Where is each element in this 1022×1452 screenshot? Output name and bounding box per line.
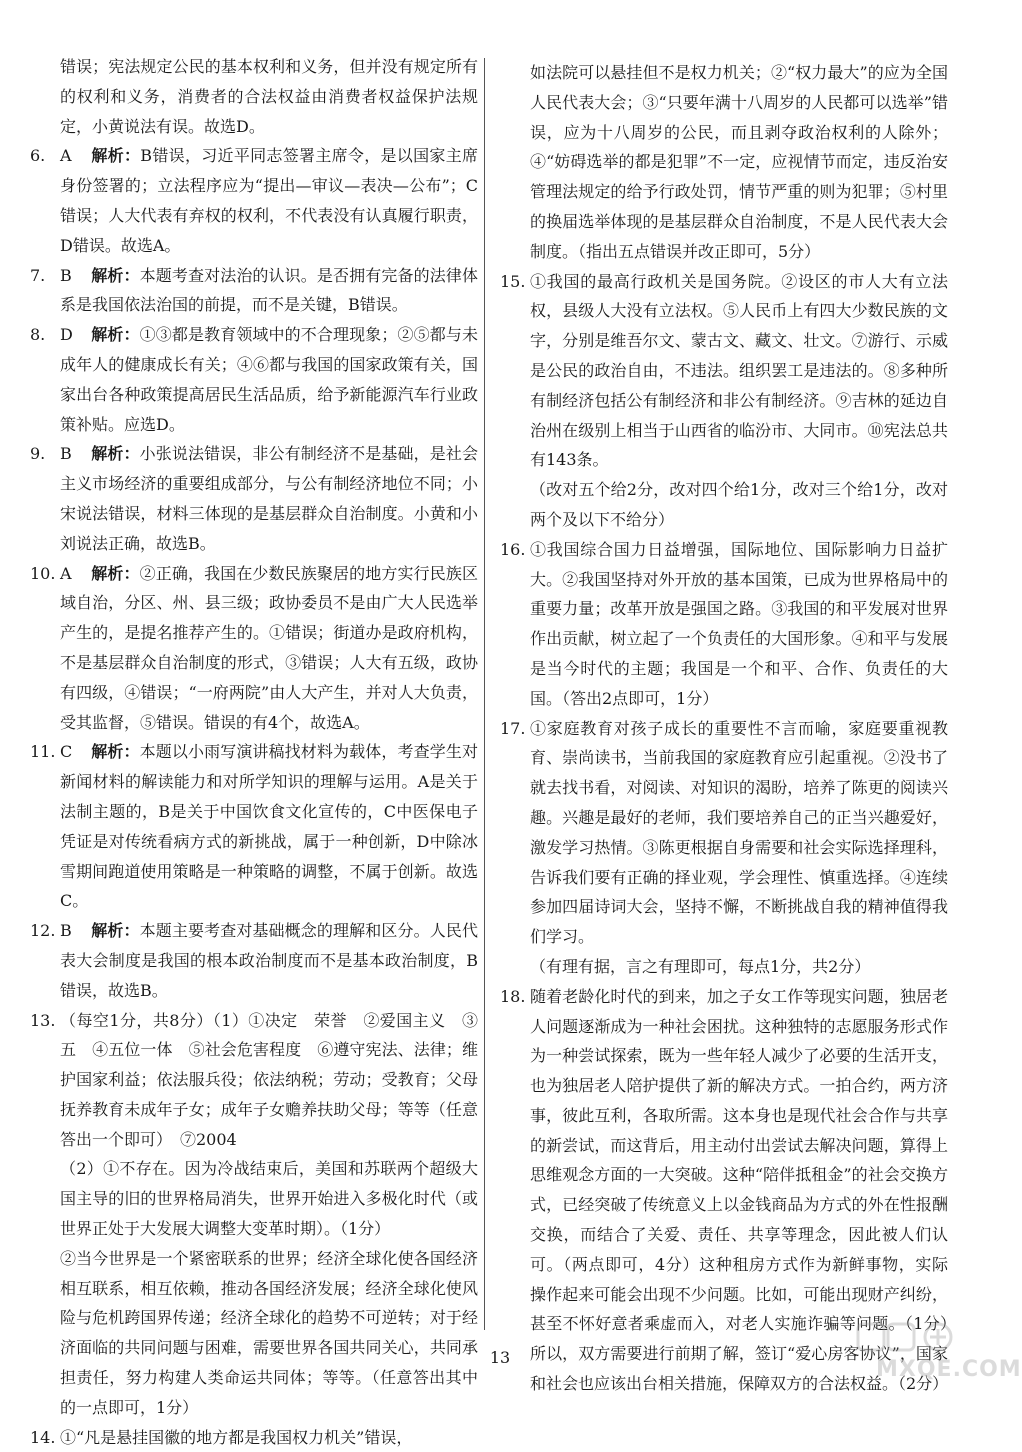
item-answer: A [60,563,72,583]
answer-item-10 [30,559,478,738]
item-14-continued: 如法院可以悬挂但不是权力机关；②“权力最大”的应为全国人民代表大会；③“只要年满十八周岁的人民都可以选举”错误，应为十八周岁的公民，而且剥夺政治权利的人除外；④“妨碍选举的都是犯罪”不一定，应视情节而定，违反治安管理法规定的给予行政处罚，情节严重的则为犯罪；⑤村里的换届选举体现的是基层群众自治制度，不是人民代表大会制度。（指出五点错误并改正即可，5分） [530,63,948,261]
item-number: 12. [30,921,56,941]
continued-paragraph: 错误；宪法规定公民的基本权利和义务，但并没有规定所有的权利和义务，消费者的合法权益由消费者权益保护法规定，小黄说法有误。故选D。 [60,57,478,136]
item-answer: C [60,742,73,762]
item-text: B错误，习近平同志签署主席令，是以国家主席身份签署的；立法程序应为“提出—审议—表决—公布”；C错误；人大代表有弃权的权利，不代表没有认真履行职责，D错误。故选A。 [60,146,478,255]
answer-item-8 [30,320,478,439]
analysis-label: 解析： [91,921,140,941]
item-number: 7. [30,265,46,285]
item-text: 小张说法错误，非公有制经济不是基础，是社会主义市场经济的重要组成部分，与公有制经济地位不同；小宋说法错误，材料三体现的是基层群众自治制度。小黄和小刘说法正确，故选B。 [60,444,478,553]
analysis-label: 解析： [91,563,140,583]
item-text: ②正确，我国在少数民族聚居的地方实行民族区域自治，分区、州、县三级；政协委员不是由广大人民选举产生的，是提名推荐产生的。①错误；街道办是政府机构，不是基层群众自治制度的形式，③错误；人大有五级，政协有四级，④错误；“一府两院”由人大产生，并对人大负责，受其监督，⑤错误。错误的有4个，故选A。 [60,563,478,732]
item-text: ①家庭教育对孩子成长的重要性不言而喻，家庭要重视教育、崇尚读书，当前我国的家庭教育应引起重视。②没书了就去找书看，对阅读、对知识的渴盼，培养了陈更的阅读兴趣。兴趣是最好的老师，我们要培养自己的正当兴趣爱好，激发学习热情。③陈更根据自身需要和社会实际选择理科，告诉我们要有正确的择业观，学会理性、慎重选择。④连续参加四届诗词大会，坚持不懈，不断挑战自我的精神值得我们学习。 [530,718,948,947]
item-answer: B [60,921,72,941]
answer-item-6 [30,141,478,260]
answer-item-9 [30,439,478,558]
analysis-label: 解析： [91,146,141,166]
answer-item-15 [500,267,948,535]
item-13-part-1: （每空1分，共8分）（1）①决定 荣誉 ②爱国主义 ③五 ④五位一体 ⑤社会危害程度 ⑥遵守宪法、法律；维护国家利益；依法服兵役；依法纳税；劳动；受教育；父母抚养教育未成年子女；成年子女赡养扶助父母；等等（任意答出一个即可） ⑦2004 [60,1010,478,1149]
item-text: ①③都是教育领域中的不合理现象；②⑤都与未成年人的健康成长有关；④⑥都与我国的国家政策有关，国家出台各种政策提高居民生活品质，给予新能源汽车行业政策补贴。应选D。 [60,325,478,434]
column-divider [484,58,485,1330]
item-number: 10. [30,563,56,583]
item-13-part-3: ②当今世界是一个紧密联系的世界；经济全球化使各国经济相互联系，相互依赖，推动各国经济发展；经济全球化使风险与危机跨国界传递；经济全球化的趋势不可逆转；对于经济面临的共同问题与困难，需要世界各国共同关心，共同承担责任，努力构建人类命运共同体；等等。（任意答出其中的一点即可，1分） [60,1248,478,1417]
item-text: 本题以小雨写演讲稿找材料为载体，考查学生对新闻材料的解读能力和对所学知识的理解与运用。A是关于法制主题的，B是关于中国饮食文化宣传的，C中医保电子凭证是对传统看病方式的新挑战，属于一种创新，D中除冰雪期间跑道使用策略是一种策略的调整，不属于创新。故选C。 [60,742,478,911]
item-number: 18. [500,986,526,1006]
item-answer: A [60,146,72,166]
item-number: 9. [30,444,46,464]
answer-item-16 [500,535,948,714]
item-number: 15. [500,271,526,291]
item-answer: B [60,265,72,285]
item-number: 13. [30,1010,56,1030]
item-number: 6. [30,146,46,166]
analysis-label: 解析： [91,325,140,345]
item-number: 14. [30,1427,56,1447]
analysis-label: 解析： [91,265,140,285]
item-text: 本题考查对法治的认识。是否拥有完备的法律体系是我国依法治国的前提，而不是关键，B错误。 [60,265,478,315]
item-number: 8. [30,325,46,345]
item-text: ①我国综合国力日益增强，国际地位、国际影响力日益扩大。②我国坚持对外开放的基本国策，已成为世界格局中的重要力量；改革开放是强国之路。③我国的和平发展对世界作出贡献，树立起了一个负责任的大国形象。④和平与发展是当今时代的主题；我国是一个和平、合作、负责任的大国。（答出2点即可，1分） [530,539,948,708]
answer-item-11 [30,737,478,916]
item-number: 11. [30,742,56,762]
item-answer: D [60,325,73,345]
answer-item-7 [30,261,478,321]
answer-item-17 [500,714,948,982]
left-column [30,52,478,1452]
item-number: 17. [500,718,526,738]
page-number: 13 [489,1348,511,1367]
item-answer: B [60,444,72,464]
item-13-part-2: （2）①不存在。因为冷战结束后，美国和苏联两个超级大国主导的旧的世界格局消失，世界开始进入多极化时代（或世界正处于大发展大调整大变革时期）。（1分） [60,1159,478,1239]
item-text: ①我国的最高行政机关是国务院。②设区的市人大有立法权，县级人大没有立法权。⑤人民币上有四大少数民族的文字，分别是维吾尔文、蒙古文、藏文、壮文。⑦游行、示威是公民的政治自由，不违法。组织罢工是违法的。⑧多种所有制经济包括公有制经济和非公有制经济。⑨吉林的延边自治州在级别上相当于山西省的临汾市、大同市。⑩宪法总共有143条。 [530,271,948,470]
watermark-logo [836,1320,1022,1382]
item-number: 16. [500,539,526,559]
item-text: 随着老龄化时代的到来，加之子女工作等现实问题，独居老人问题逐渐成为一种社会困扰。这种独特的志愿服务形式作为一种尝试探索，既为一些年轻人减少了必要的生活开支，也为独居老人陪护提供了新的解决方式。一拍合约，两方济事，彼此互利，各取所需。这本身也是现代社会合作与共享的新尝试，而这背后，用主动付出尝试去解决问题，算得上思维观念方面的一大突破。这种“陪伴抵租金”的社会交换方式，已经突破了传统意义上以金钱商品为方式的外在性报酬交换，而结合了关爱、责任、共享等理念，因此被人们认可。（两点即可，4分）这种租房方式作为新鲜事物，实际操作起来可能会出现不少问题。比如，可能出现财产纠纷，甚至不怀好意者乘虚而入，对老人实施诈骗等问题。（1分）所以，双方需要进行前期了解，签订“爱心房客协议”，国家和社会也应该出台相关措施，保障双方的合法权益。（2分） [530,986,949,1394]
analysis-label: 解析： [91,742,140,762]
watermark-text: MXQE.COM [876,1357,1022,1382]
scoring-note: （改对五个给2分，改对四个给1分，改对三个给1分，改对两个及以下不给分） [530,480,948,529]
scoring-note: （有理有据，言之有理即可，每点1分，共2分） [530,956,871,976]
analysis-label: 解析： [91,444,140,464]
answer-item-12 [30,916,478,1005]
watermark-icon [856,1320,966,1356]
item-text: ①“凡是悬挂国徽的地方都是我国权力机关”错误， [60,1427,413,1447]
item-text: 本题主要考查对基础概念的理解和区分。人民代表大会制度是我国的根本政治制度而不是基本政治制度，B错误，故选B。 [60,921,478,1000]
answer-item-14-start [30,1423,478,1452]
right-column [500,58,948,1399]
